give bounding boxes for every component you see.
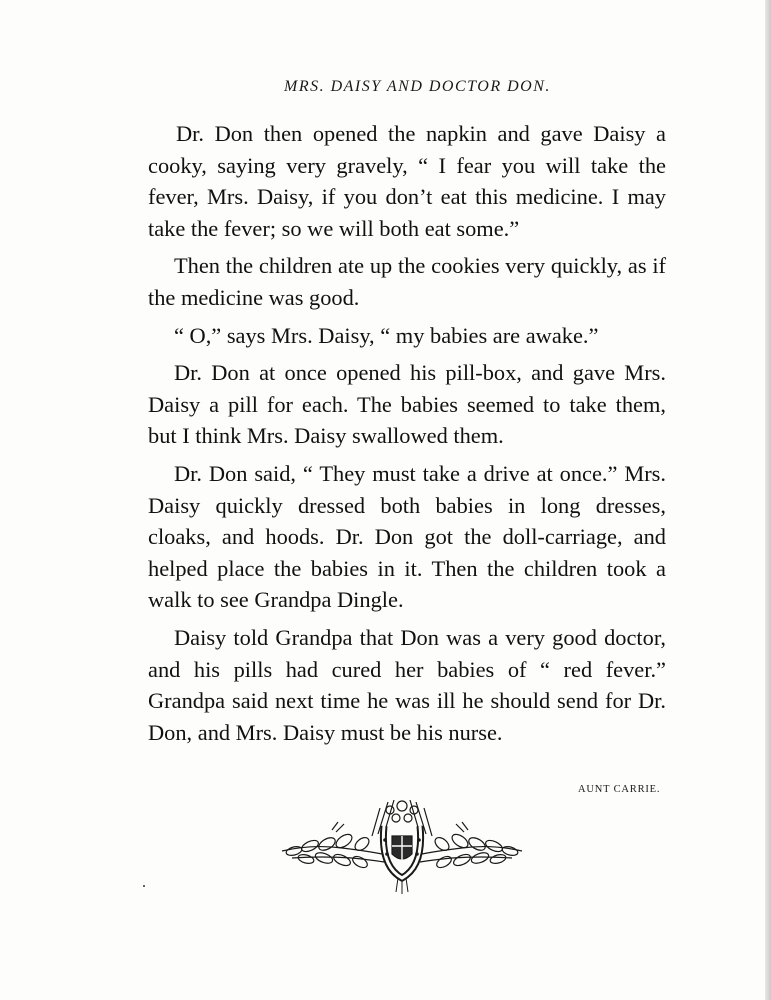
paragraph-4: Dr. Don at once opened his pill-box, and gave Mrs. Daisy a pill for each. The babies seemed to take them, but I think Mrs. Daisy swallowed them. bbox=[148, 360, 666, 449]
horseshoe-floral-ornament-icon bbox=[272, 796, 532, 896]
running-title: MRS. DAISY AND DOCTOR DON. bbox=[284, 78, 551, 95]
paragraph-1: Dr. Don then opened the napkin and gave Daisy a cooky, saying very gravely, “ I fear you will take the fever, Mrs. Daisy, if you don’t eat this medicine. I may take the fever; so we will both eat some.” bbox=[148, 121, 666, 241]
paragraph-5: Dr. Don said, “ They must take a drive at once.” Mrs. Daisy quickly dressed both babies in long dresses, cloaks, and hoods. Dr. Don got the doll-carriage, and helped place the babies in it. Then the children took a walk to see Grandpa Dingle. bbox=[148, 460, 666, 613]
paper-speck bbox=[143, 885, 145, 887]
author-signature: AUNT CARRIE. bbox=[578, 784, 661, 795]
story-text bbox=[148, 118, 666, 754]
page-edge-shadow bbox=[765, 0, 771, 1000]
paragraph-2: Then the children ate up the cookies very quickly, as if the medicine was good. bbox=[148, 253, 666, 310]
paragraph-3: “ O,” says Mrs. Daisy, “ my babies are awake.” bbox=[174, 322, 599, 348]
paragraph-6: Daisy told Grandpa that Don was a very good doctor, and his pills had cured her babies of “ red fever.” Grandpa said next time he was ill he should send for Dr. Don, and Mrs. Daisy must be his nurse. bbox=[148, 624, 666, 745]
